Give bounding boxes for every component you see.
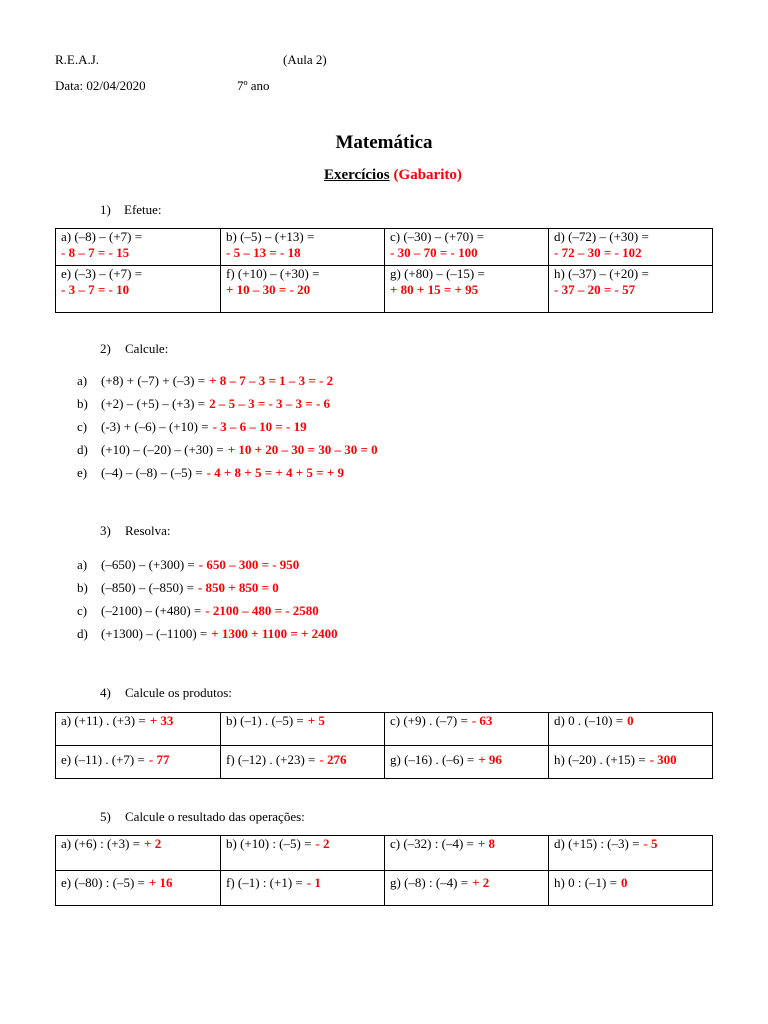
section-2-label: Calcule:	[125, 341, 169, 356]
q5-cell-c	[385, 836, 549, 871]
answer-text: - 276	[319, 752, 347, 767]
date-label: Data: 02/04/2020	[55, 78, 146, 93]
table-row	[56, 746, 713, 779]
page-subtitle	[324, 166, 462, 184]
answer-text: + 16	[148, 875, 173, 890]
question-text: (–4) – (–8) – (–5) =	[101, 465, 203, 480]
answer-text: + 33	[149, 713, 174, 728]
question-text: d) 0 . (–10) =	[554, 713, 624, 728]
question-text: c) (+9) . (–7) =	[390, 713, 468, 728]
q5-cell-f	[221, 871, 385, 906]
answer-text: + 5	[307, 713, 325, 728]
answer-text: + 8 – 7 – 3 = 1 – 3 = - 2	[209, 373, 334, 388]
answer-text: + 10 – 30 = - 20	[226, 282, 311, 297]
section-5-label: Calcule o resultado das operações:	[125, 809, 305, 824]
question-text: e) (–80) : (–5) =	[61, 875, 145, 890]
question-text: c) (–30) – (+70) =	[390, 229, 485, 244]
answer-text: - 1	[306, 875, 321, 890]
list-item-letter: a)	[77, 557, 88, 572]
list-item-letter: b)	[77, 580, 88, 595]
answer-text: + 2	[472, 875, 490, 890]
section-4-label: Calcule os produtos:	[125, 685, 232, 700]
list-item	[101, 419, 307, 435]
list-item	[101, 626, 338, 642]
question-text: d) (+15) : (–3) =	[554, 836, 640, 851]
section-4-number: 4)	[100, 685, 111, 700]
section-5-table	[55, 835, 713, 906]
answer-text: - 3 – 6 – 10 = - 19	[212, 419, 307, 434]
question-text: (–2100) – (+480) =	[101, 603, 202, 618]
list-item	[101, 396, 330, 412]
table-row	[56, 266, 713, 313]
answer-text: - 3 – 7 = - 10	[61, 282, 130, 297]
q1-cell-c	[385, 229, 549, 266]
table-row	[56, 836, 713, 871]
question-text: e) (–3) – (+7) =	[61, 266, 143, 281]
answer-text: - 4 + 8 + 5 = + 4 + 5 = + 9	[206, 465, 344, 480]
section-1-table	[55, 228, 713, 313]
question-text: f) (–12) . (+23) =	[226, 752, 316, 767]
lesson-label: (Aula 2)	[283, 52, 327, 67]
q4-cell-d	[549, 713, 713, 746]
q1-cell-h	[549, 266, 713, 313]
answer-text: - 300	[649, 752, 677, 767]
question-text: (-3) + (–6) – (+10) =	[101, 419, 209, 434]
q4-cell-g	[385, 746, 549, 779]
q4-cell-a	[56, 713, 221, 746]
question-text: (–850) – (–850) =	[101, 580, 194, 595]
question-text: f) (–1) : (+1) =	[226, 875, 303, 890]
answer-text: + 1300 + 1100 = + 2400	[211, 626, 338, 641]
list-item-letter: c)	[77, 603, 88, 618]
list-item	[101, 442, 378, 458]
list-item	[101, 557, 299, 573]
q5-cell-e	[56, 871, 221, 906]
answer-text: + 10 + 20 – 30 = 30 – 30 = 0	[227, 442, 378, 457]
q4-cell-h	[549, 746, 713, 779]
section-5-number: 5)	[100, 809, 111, 824]
question-text: h) (–20) . (+15) =	[554, 752, 646, 767]
answer-text: - 63	[471, 713, 493, 728]
answer-text: - 5	[643, 836, 658, 851]
answer-text: + 2	[144, 836, 162, 851]
section-1-label: Efetue:	[124, 202, 162, 217]
answer-text: + 96	[478, 752, 502, 767]
subtitle-exercises: Exercícios	[324, 167, 390, 183]
q5-cell-h	[549, 871, 713, 906]
list-item	[101, 373, 333, 389]
question-text: a) (–8) – (+7) =	[61, 229, 143, 244]
question-text: (+2) – (+5) – (+3) =	[101, 396, 206, 411]
section-3-label: Resolva:	[125, 523, 171, 538]
list-item	[101, 465, 344, 481]
q1-cell-b	[221, 229, 385, 266]
answer-text: - 72 – 30 = - 102	[554, 245, 642, 260]
answer-text: - 650 – 300 = - 950	[198, 557, 300, 572]
question-text: b) (–1) . (–5) =	[226, 713, 304, 728]
section-1-number: 1)	[100, 202, 111, 217]
answer-text: - 2	[315, 836, 330, 851]
q1-cell-d	[549, 229, 713, 266]
q1-cell-e	[56, 266, 221, 313]
question-text: (+1300) – (–1100) =	[101, 626, 208, 641]
table-row	[56, 713, 713, 746]
q4-cell-f	[221, 746, 385, 779]
question-text: h) 0 : (–1) =	[554, 875, 617, 890]
q5-cell-d	[549, 836, 713, 871]
question-text: b) (+10) : (–5) =	[226, 836, 312, 851]
answer-text: 0	[627, 713, 634, 728]
answer-text: - 5 – 13 = - 18	[226, 245, 301, 260]
question-text: b) (–5) – (+13) =	[226, 229, 315, 244]
grade-label: 7º ano	[237, 78, 270, 93]
q1-cell-f	[221, 266, 385, 313]
table-row	[56, 871, 713, 906]
answer-text: - 77	[148, 752, 170, 767]
q4-cell-b	[221, 713, 385, 746]
page-title: Matemática	[335, 132, 433, 153]
question-text: a) (+11) . (+3) =	[61, 713, 146, 728]
school-name: R.E.A.J.	[55, 52, 100, 67]
question-text: a) (+6) : (+3) =	[61, 836, 141, 851]
question-text: e) (–11) . (+7) =	[61, 752, 145, 767]
q1-cell-g	[385, 266, 549, 313]
q1-cell-a	[56, 229, 221, 266]
question-text: d) (–72) – (+30) =	[554, 229, 649, 244]
section-3-number: 3)	[100, 523, 111, 538]
question-text: g) (+80) – (–15) =	[390, 266, 485, 281]
q4-cell-c	[385, 713, 549, 746]
list-item-letter: c)	[77, 419, 88, 434]
section-2-number: 2)	[100, 341, 111, 356]
q5-cell-g	[385, 871, 549, 906]
answer-text: - 8 – 7 = - 15	[61, 245, 130, 260]
question-text: g) (–16) . (–6) =	[390, 752, 475, 767]
answer-text: - 30 – 70 = - 100	[390, 245, 478, 260]
question-text: h) (–37) – (+20) =	[554, 266, 649, 281]
list-item-letter: d)	[77, 442, 88, 457]
answer-text: + 8	[477, 836, 496, 851]
q5-cell-a	[56, 836, 221, 871]
list-item-letter: e)	[77, 465, 88, 480]
section-4-table	[55, 712, 713, 779]
question-text: (–650) – (+300) =	[101, 557, 195, 572]
list-item-letter: a)	[77, 373, 88, 388]
answer-text: 2 – 5 – 3 = - 3 – 3 = - 6	[209, 396, 331, 411]
question-text: c) (–32) : (–4) =	[390, 836, 474, 851]
list-item-letter: b)	[77, 396, 88, 411]
question-text: (+10) – (–20) – (+30) =	[101, 442, 224, 457]
q5-cell-b	[221, 836, 385, 871]
answer-text: + 80 + 15 = + 95	[390, 282, 479, 297]
answer-text: - 850 + 850 = 0	[197, 580, 279, 595]
answer-text: - 2100 – 480 = - 2580	[205, 603, 319, 618]
list-item-letter: d)	[77, 626, 88, 641]
subtitle-answer-key: (Gabarito)	[393, 167, 462, 183]
question-text: f) (+10) – (+30) =	[226, 266, 320, 281]
question-text: g) (–8) : (–4) =	[390, 875, 469, 890]
q4-cell-e	[56, 746, 221, 779]
answer-text: - 37 – 20 = - 57	[554, 282, 636, 297]
table-row	[56, 229, 713, 266]
question-text: (+8) + (–7) + (–3) =	[101, 373, 206, 388]
list-item	[101, 603, 319, 619]
answer-text: 0	[620, 875, 628, 890]
list-item	[101, 580, 279, 596]
